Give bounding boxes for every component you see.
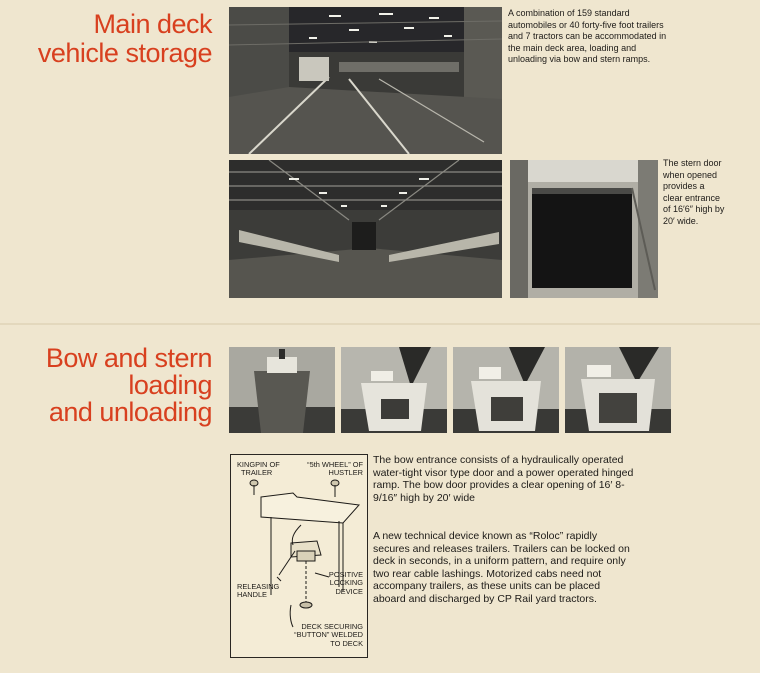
heading-line: and unloading <box>48 397 212 427</box>
heading-line: loading <box>128 370 212 400</box>
heading-line: vehicle storage <box>37 38 212 68</box>
deck-ramps-photo <box>229 160 502 298</box>
label-locking-device: POSITIVE LOCKING DEVICE <box>328 570 363 596</box>
label-deck-button: DECK SECURING “BUTTON” WELDED TO DECK <box>294 622 363 648</box>
label-fifth-wheel: “5th WHEEL” OF HUSTLER <box>307 460 363 478</box>
heading-line: Bow and stern <box>45 343 212 373</box>
section-divider <box>0 323 760 325</box>
heading-line: Main deck <box>93 9 212 39</box>
main-deck-photo <box>229 7 502 154</box>
section-heading-storage <box>20 10 212 68</box>
roloc-diagram <box>230 454 368 658</box>
bow-sequence-photo-3 <box>453 347 559 433</box>
stern-door-photo <box>510 160 658 298</box>
bow-sequence-photo-1 <box>229 347 335 433</box>
bow-sequence-photo-4 <box>565 347 671 433</box>
section-heading-bow-stern <box>20 345 212 426</box>
caption-main-deck: A combination of 159 standard automobiles or 40 forty-five foot trailers and 7 tractors can be accommodated in the main deck area, loading and unloading via bow and stern ramps. <box>508 8 667 64</box>
ghost-show-through <box>708 20 760 290</box>
caption-stern-door: The stern door when opened provides a clear entrance of 16′6″ high by 20′ wide. <box>663 158 725 226</box>
bow-sequence-photo-2 <box>341 347 447 433</box>
paragraph-bow-entrance: The bow entrance consists of a hydraulically operated water-tight visor type door and a power operated hinged ramp. The bow door provides a clear opening of 16′ 8-9/16″ high by 20′ wide <box>373 454 634 504</box>
label-kingpin: KINGPIN OF TRAILER <box>237 460 280 478</box>
paragraph-roloc: A new technical device known as “Roloc” rapidly secures and releases trailers. Trailers can be locked on deck in seconds, in a uniform pattern, and require only two rear cable lashings. Motorized cabs need not accompany trailers, as these units can be placed aboard and discharged by CP Rail yard tractors. <box>373 530 630 605</box>
label-releasing-handle: RELEASING HANDLE <box>237 582 280 600</box>
